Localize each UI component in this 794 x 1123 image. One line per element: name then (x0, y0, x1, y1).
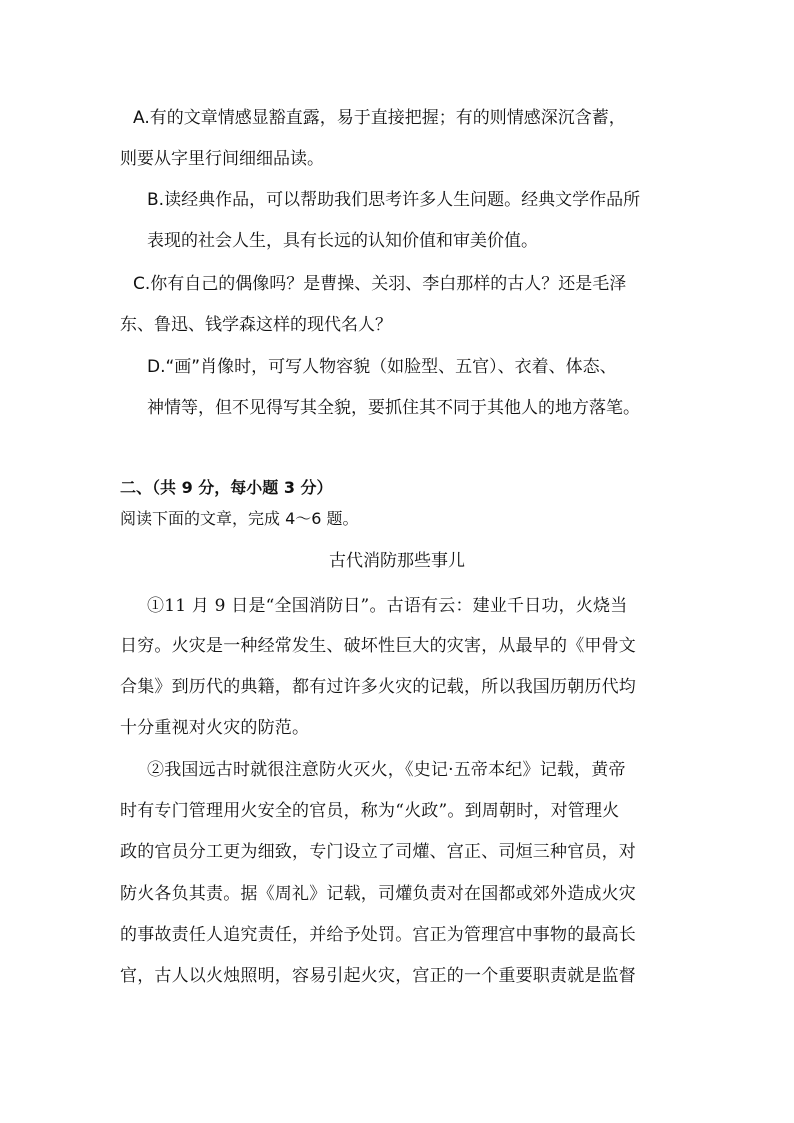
paragraph-1-line-3: 合集》到历代的典籍，都有过许多火灾的记载，所以我国历朝历代均 (120, 677, 636, 697)
paragraph-1-line-1: ①11 月 9 日是“全国消防日”。古语有云：建业千日功，火烧当 (147, 596, 628, 616)
paragraph-2-line-5: 的事故责任人追究责任，并给予处罚。宫正为管理宫中事物的最高长 (120, 925, 636, 945)
option-c-line-2: 东、鲁迅、钱学森这样的现代名人？ (120, 315, 392, 335)
section-heading: 二、（共 9 分，每小题 3 分） (120, 478, 333, 497)
option-b-line-2: 表现的社会人生，具有长远的认知价值和审美价值。 (147, 231, 538, 251)
paragraph-2-line-2: 时有专门管理用火安全的官员，称为“火政”。到周朝时，对管理火 (120, 801, 620, 821)
paragraph-2-line-4: 防火各负其责。据《周礼》记载，司爟负责对在国都或郊外造成火灾 (120, 884, 636, 904)
paragraph-2-line-1: ②我国远古时就很注意防火灭火，《史记·五帝本纪》记载，黄帝 (147, 760, 626, 780)
paragraph-1-line-4: 十分重视对火灾的防范。 (120, 718, 310, 738)
option-a-line-2: 则要从字里行间细细品读。 (120, 149, 324, 169)
option-b-line-1: B.读经典作品，可以帮助我们思考许多人生问题。经典文学作品所 (147, 190, 641, 210)
option-c-line-1: C.你有自己的偶像吗？是曹操、关羽、李白那样的古人？还是毛泽 (133, 274, 627, 294)
option-d-line-2: 神情等，但不见得写其全貌，要抓住其不同于其他人的地方落笔。 (147, 398, 640, 418)
paragraph-1-line-2: 日穷。火灾是一种经常发生、破坏性巨大的灾害，从最早的《甲骨文 (120, 636, 636, 656)
paragraph-2-line-6: 官，古人以火烛照明，容易引起火灾，宫正的一个重要职责就是监督 (120, 966, 636, 986)
section-instruction: 阅读下面的文章，完成 4～6 题。 (120, 509, 359, 528)
option-a-line-1: A.有的文章情感显豁直露，易于直接把握；有的则情感深沉含蓄， (133, 108, 626, 128)
paragraph-2-line-3: 政的官员分工更为细致，专门设立了司爟、宫正、司烜三种官员，对 (120, 842, 636, 862)
article-title: 古代消防那些事儿 (329, 551, 465, 571)
option-d-line-1: D.“画”肖像时，可写人物容貌（如脸型、五官）、衣着、体态、 (147, 357, 617, 377)
